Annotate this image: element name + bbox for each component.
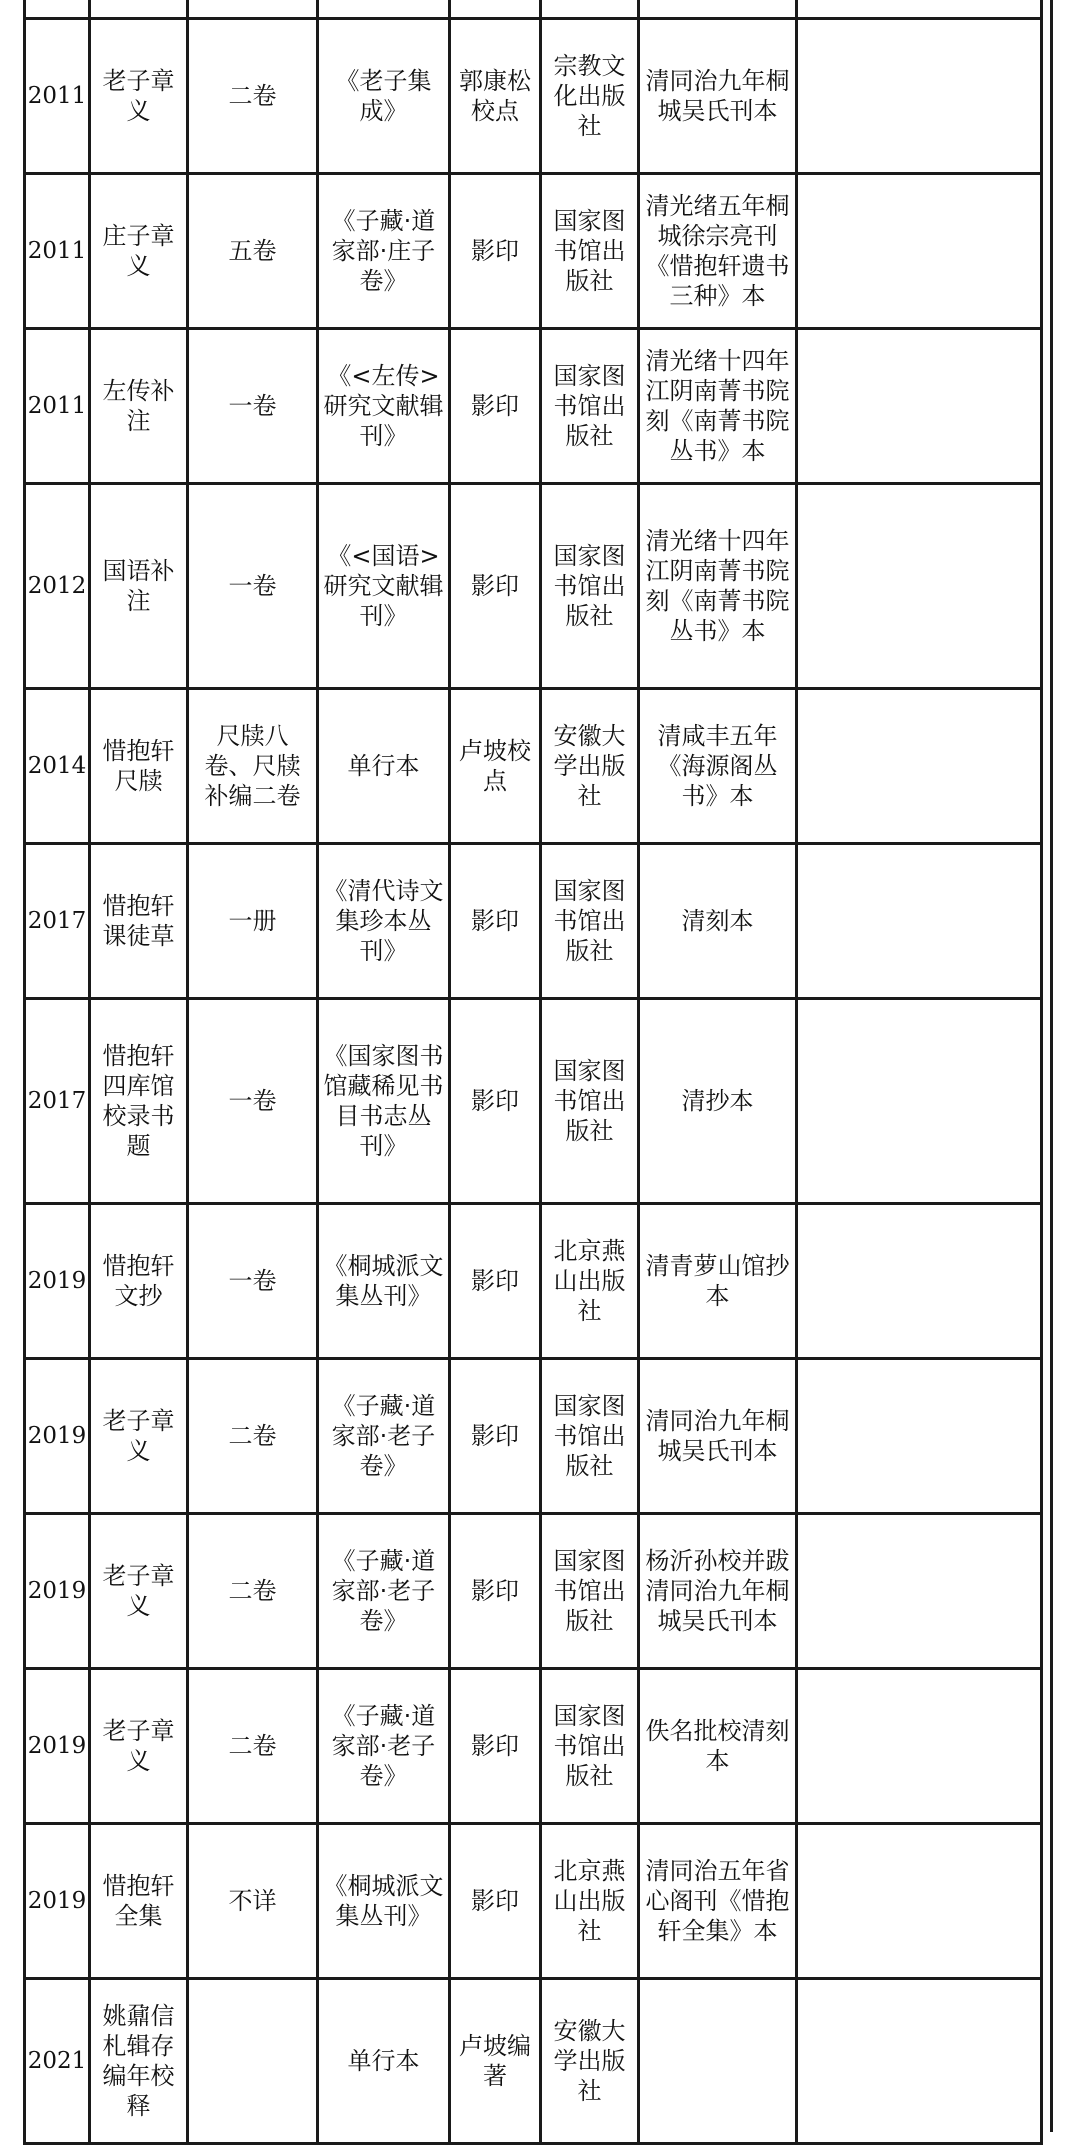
collection-cell: 《子藏·道家部·老子卷》 — [318, 1669, 450, 1824]
publisher-cell: 北京燕山出版社 — [541, 1204, 639, 1359]
blank-cell — [797, 174, 1042, 329]
year-cell: 2011 — [25, 19, 90, 174]
volumes-cell: 一卷 — [188, 484, 318, 689]
volumes-cell: 二卷 — [188, 19, 318, 174]
collection-cell: 《子藏·道家部·老子卷》 — [318, 1359, 450, 1514]
collection-cell: 《<国语>研究文献辑刊》 — [318, 484, 450, 689]
collection-cell: 《国家图书馆藏稀见书目书志丛刊》 — [318, 999, 450, 1204]
edition-cell: 清同治九年桐城吴氏刊本 — [639, 19, 797, 174]
edition-cell: 清同治五年省心阁刊《惜抱轩全集》本 — [639, 1824, 797, 1979]
edition-cell: 清刻本 — [639, 844, 797, 999]
method-cell: 卢坡校点 — [450, 689, 541, 844]
blank-cell — [797, 689, 1042, 844]
title-cell: 老子章义 — [90, 19, 188, 174]
edition-cell: 佚名批校清刻本 — [639, 1669, 797, 1824]
title-cell: 惜抱轩文抄 — [90, 1204, 188, 1359]
year-cell: 2011 — [25, 174, 90, 329]
publisher-cell: 宗教文化出版社 — [541, 19, 639, 174]
blank-cell — [797, 1514, 1042, 1669]
title-cell: 老子章义 — [90, 1669, 188, 1824]
collection-cell: 《桐城派文集丛刊》 — [318, 1204, 450, 1359]
blank-cell — [797, 1979, 1042, 2144]
publisher-cell: 国家图书馆出版社 — [541, 1359, 639, 1514]
edition-cell: 清青萝山馆抄本 — [639, 1204, 797, 1359]
blank-cell — [797, 19, 1042, 174]
edition-cell: 清同治九年桐城吴氏刊本 — [639, 1359, 797, 1514]
title-cell: 惜抱轩课徒草 — [90, 844, 188, 999]
method-cell: 影印 — [450, 1204, 541, 1359]
volumes-cell: 一册 — [188, 844, 318, 999]
edition-cell: 清抄本 — [639, 999, 797, 1204]
collection-cell: 《老子集成》 — [318, 19, 450, 174]
blank-cell — [797, 1669, 1042, 1824]
table-row — [25, 1669, 1042, 1824]
method-cell: 影印 — [450, 999, 541, 1204]
edition-cell: 清光绪十四年江阴南菁书院刻《南菁书院丛书》本 — [639, 484, 797, 689]
title-cell: 国语补注 — [90, 484, 188, 689]
collection-cell: 《桐城派文集丛刊》 — [318, 1824, 450, 1979]
collection-cell: 单行本 — [318, 1979, 450, 2144]
volumes-cell: 二卷 — [188, 1669, 318, 1824]
year-cell: 2019 — [25, 1359, 90, 1514]
publisher-cell: 国家图书馆出版社 — [541, 174, 639, 329]
table-row — [25, 329, 1042, 484]
publisher-cell: 国家图书馆出版社 — [541, 329, 639, 484]
volumes-cell: 五卷 — [188, 174, 318, 329]
blank-cell — [797, 329, 1042, 484]
volumes-cell: 尺牍八卷、尺牍补编二卷 — [188, 689, 318, 844]
volumes-cell: 二卷 — [188, 1514, 318, 1669]
volumes-cell: 不详 — [188, 1824, 318, 1979]
method-cell: 卢坡编著 — [450, 1979, 541, 2144]
table-row — [25, 999, 1042, 1204]
table-row — [25, 484, 1042, 689]
publisher-cell: 安徽大学出版社 — [541, 1979, 639, 2144]
edition-cell: 清光绪十四年江阴南菁书院刻《南菁书院丛书》本 — [639, 329, 797, 484]
blank-cell — [797, 1824, 1042, 1979]
blank-cell — [797, 484, 1042, 689]
volumes-cell — [188, 1979, 318, 2144]
blank-cell — [797, 999, 1042, 1204]
publisher-cell: 安徽大学出版社 — [541, 689, 639, 844]
title-cell: 老子章义 — [90, 1359, 188, 1514]
publication-records-table — [23, 0, 1043, 2145]
year-cell: 2012 — [25, 484, 90, 689]
table-row — [25, 1204, 1042, 1359]
right-border-rule — [1050, 0, 1053, 2132]
table-row — [25, 1514, 1042, 1669]
year-cell: 2019 — [25, 1204, 90, 1359]
method-cell: 影印 — [450, 1824, 541, 1979]
year-cell: 2019 — [25, 1824, 90, 1979]
method-cell: 郭康松校点 — [450, 19, 541, 174]
year-cell: 2019 — [25, 1669, 90, 1824]
table-row — [25, 689, 1042, 844]
title-cell: 惜抱轩尺牍 — [90, 689, 188, 844]
title-cell: 左传补注 — [90, 329, 188, 484]
volumes-cell: 二卷 — [188, 1359, 318, 1514]
year-cell: 2014 — [25, 689, 90, 844]
volumes-cell: 一卷 — [188, 329, 318, 484]
table-row — [25, 844, 1042, 999]
publisher-cell: 国家图书馆出版社 — [541, 844, 639, 999]
collection-cell: 单行本 — [318, 689, 450, 844]
year-cell: 2017 — [25, 844, 90, 999]
edition-cell: 清光绪五年桐城徐宗亮刊《惜抱轩遗书三种》本 — [639, 174, 797, 329]
table-body — [25, 0, 1042, 2144]
table-row — [25, 174, 1042, 329]
edition-cell — [639, 1979, 797, 2144]
method-cell: 影印 — [450, 1359, 541, 1514]
table-row — [25, 1824, 1042, 1979]
title-cell: 惜抱轩全集 — [90, 1824, 188, 1979]
collection-cell: 《子藏·道家部·老子卷》 — [318, 1514, 450, 1669]
volumes-cell: 一卷 — [188, 1204, 318, 1359]
method-cell: 影印 — [450, 1514, 541, 1669]
blank-cell — [797, 844, 1042, 999]
title-cell: 庄子章义 — [90, 174, 188, 329]
method-cell: 影印 — [450, 484, 541, 689]
collection-cell: 《子藏·道家部·庄子卷》 — [318, 174, 450, 329]
blank-cell — [797, 1204, 1042, 1359]
publisher-cell: 国家图书馆出版社 — [541, 484, 639, 689]
edition-cell: 清咸丰五年《海源阁丛书》本 — [639, 689, 797, 844]
year-cell: 2017 — [25, 999, 90, 1204]
year-cell: 2021 — [25, 1979, 90, 2144]
publisher-cell: 国家图书馆出版社 — [541, 1669, 639, 1824]
collection-cell: 《<左传>研究文献辑刊》 — [318, 329, 450, 484]
blank-cell — [797, 1359, 1042, 1514]
table-row — [25, 19, 1042, 174]
publisher-cell: 北京燕山出版社 — [541, 1824, 639, 1979]
method-cell: 影印 — [450, 329, 541, 484]
title-cell: 老子章义 — [90, 1514, 188, 1669]
method-cell: 影印 — [450, 1669, 541, 1824]
title-cell: 姚鼐信札辑存编年校释 — [90, 1979, 188, 2144]
table-row — [25, 1359, 1042, 1514]
publisher-cell: 国家图书馆出版社 — [541, 999, 639, 1204]
publisher-cell: 国家图书馆出版社 — [541, 1514, 639, 1669]
table-row-partial — [25, 0, 1042, 19]
method-cell: 影印 — [450, 844, 541, 999]
year-cell: 2019 — [25, 1514, 90, 1669]
edition-cell: 杨沂孙校并跋清同治九年桐城吴氏刊本 — [639, 1514, 797, 1669]
method-cell: 影印 — [450, 174, 541, 329]
title-cell: 惜抱轩四库馆校录书题 — [90, 999, 188, 1204]
year-cell: 2011 — [25, 329, 90, 484]
collection-cell: 《清代诗文集珍本丛刊》 — [318, 844, 450, 999]
volumes-cell: 一卷 — [188, 999, 318, 1204]
table-row — [25, 1979, 1042, 2144]
